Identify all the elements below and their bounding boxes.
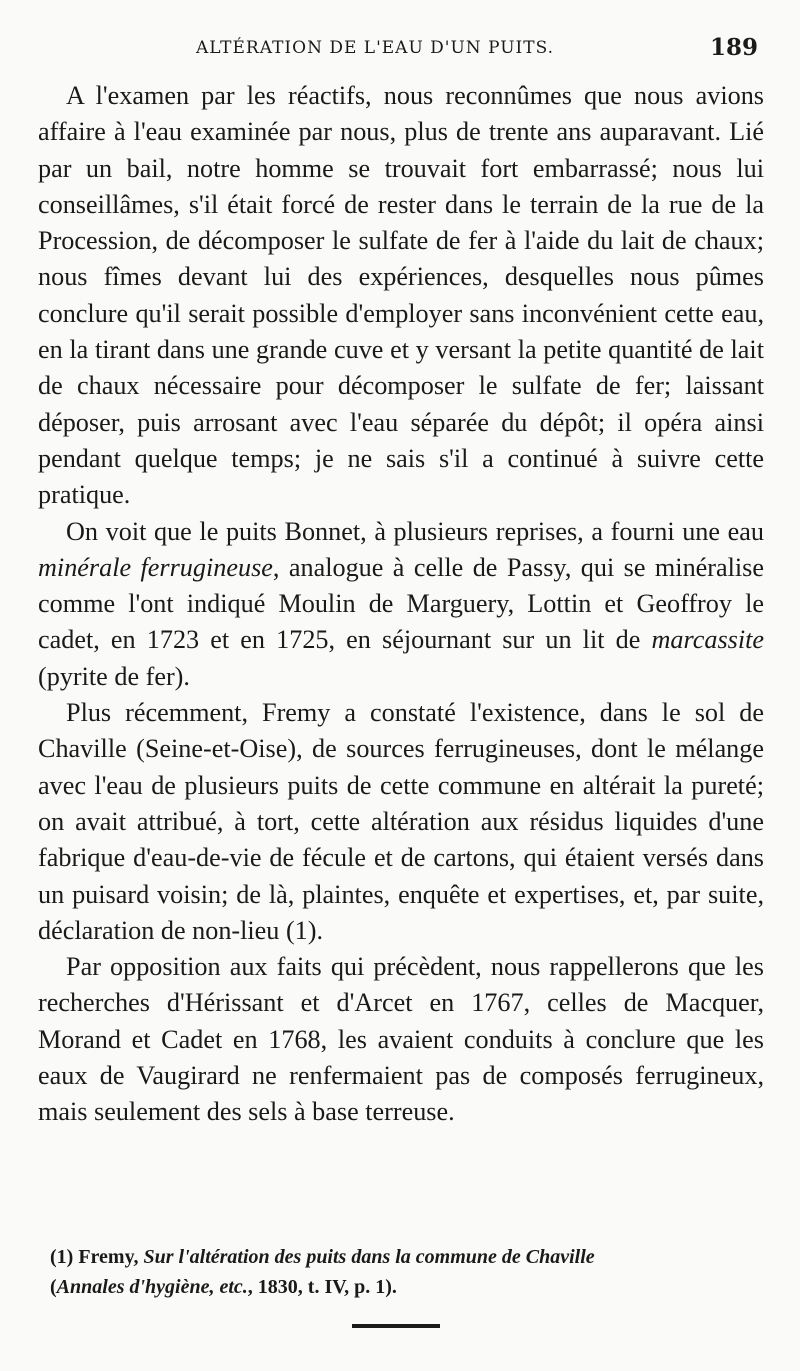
paragraph-2-italic-a: minérale ferrugineuse [38, 552, 273, 582]
paragraph-2-part-b: , analogue à celle de Passy, qui se minéralise comme l'ont indiqué Moulin de Marguery, Lottin et Geoffroy le cadet, en 1723 et en 1725, en séjournant sur un lit de [38, 552, 764, 655]
footnote [50, 1242, 764, 1302]
footnote-reference [50, 1272, 764, 1302]
footnote-ref-details: , 1830, t. IV, p. 1). [247, 1276, 397, 1298]
paragraph-2-part-c: (pyrite de fer). [38, 661, 190, 691]
paragraph-2 [38, 514, 764, 695]
end-rule [352, 1324, 440, 1328]
paragraph-3: Plus récemment, Fremy a constaté l'existence, dans le sol de Chaville (Seine-et-Oise), de sources ferrugineuses, dont le mélange avec l'eau de plusieurs puits de cette commune en altérait la pureté; on avait attribué, à tort, cette altération aux résidus liquides d'une fabrique d'eau-de-vie de fécule et de cartons, qui étaient versés dans un puisard voisin; de là, plaintes, enquête et expertises, et, par suite, déclaration de non-lieu (1). [38, 698, 764, 945]
footnote-journal: Annales d'hygiène, etc. [56, 1276, 248, 1298]
footnote-marker: (1) Fremy, [50, 1246, 144, 1268]
paragraph-2-italic-b: marcassite [651, 625, 764, 655]
paragraph-2-part-a: On voit que le puits Bonnet, à plusieurs reprises, a fourni une eau [66, 516, 764, 546]
running-head: ALTÉRATION DE L'EAU D'UN PUITS. [196, 38, 555, 58]
paragraph-4: Par opposition aux faits qui précèdent, nous rappellerons que les recherches d'Hérissant et d'Arcet en 1767, celles de Macquer, Morand et Cadet en 1768, les avaient conduits à conclure que les eaux de Vaugirard ne renfermaient pas de composés ferrugineux, mais seulement des sels à base terreuse. [38, 952, 764, 1127]
paragraph-1: A l'examen par les réactifs, nous reconnûmes que nous avions affaire à l'eau examinée par nous, plus de trente ans auparavant. Lié par un bail, notre homme se trouvait fort embarrassé; nous lui conseillâmes, s'il était forcé de rester dans le terrain de la rue de la Procession, de décomposer le sulfate de fer à l'aide du lait de chaux; nous fîmes devant lui des expériences, desquelles nous pûmes conclure qu'il serait possible d'employer sans inconvénient cette eau, en la tirant dans une grande cuve et y versant la petite quantité de lait de chaux nécessaire pour décomposer le sulfate de fer; laissant déposer, puis arrosant avec l'eau séparée du dépôt; il opéra ainsi pendant quelque temps; je ne sais s'il a continué à suivre cette pratique. [38, 81, 764, 510]
page-number: 189 [709, 34, 758, 61]
footnote-open-paren: ( [50, 1276, 57, 1298]
body-text [38, 78, 764, 1131]
footnote-title: Sur l'altération des puits dans la commune de Chaville [143, 1246, 595, 1268]
page-header [36, 28, 764, 68]
